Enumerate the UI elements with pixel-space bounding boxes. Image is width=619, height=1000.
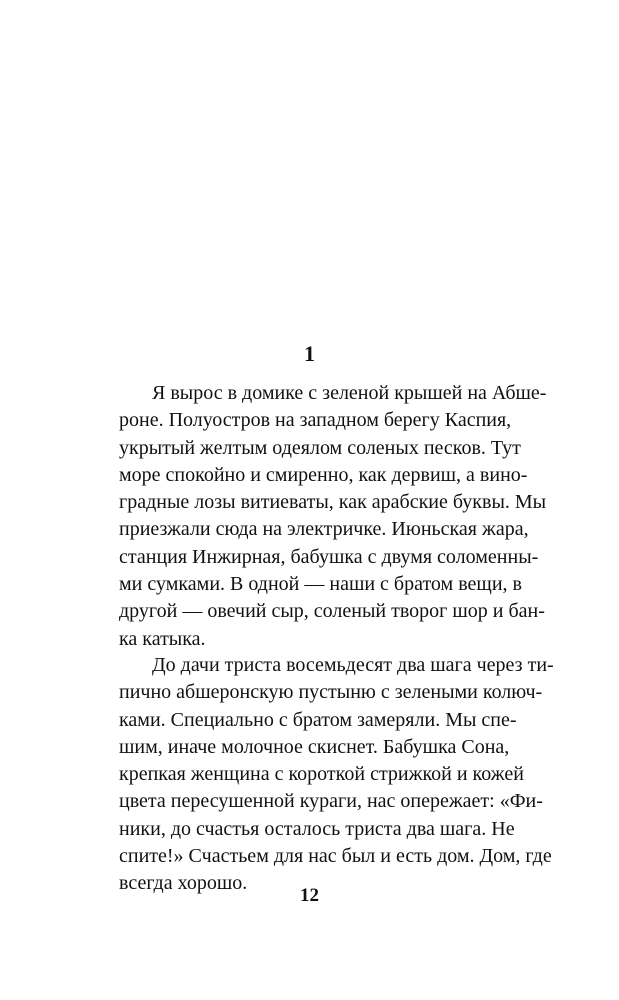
chapter-number: 1 (304, 341, 315, 366)
text-line: укрытый желтым одеялом соленых песков. Тут (119, 436, 521, 459)
text-line: ми сумками. В одной — наши с братом вещи, в (119, 573, 522, 596)
text-line: ники, до счастья осталось триста два шага. Не (119, 817, 515, 840)
text-line: цвета пересушенной кураги, нас опережает: «Фи- (119, 790, 543, 813)
text-line: шим, иначе молочное скиснет. Бабушка Сона, (119, 735, 510, 758)
text-line: всегда хорошо. (119, 872, 248, 895)
text-line: море спокойно и смиренно, как дервиш, а вино- (119, 463, 528, 486)
text-line: приезжали сюда на электричке. Июньская жара, (119, 518, 529, 541)
text-line: До дачи триста восемьдесят два шага через ти- (152, 654, 554, 676)
text-line: градные лозы витиеваты, как арабские буквы. Мы (119, 491, 547, 514)
text-line: спите!» Счастьем для нас был и есть дом. Дом, где (119, 845, 552, 868)
text-line: пично абшеронскую пустыню с зелеными колюч- (119, 681, 543, 704)
text-line: другой — овечий сыр, соленый творог шор и бан- (119, 600, 545, 623)
paragraph-1 (119, 380, 547, 653)
text-line: Я вырос в домике с зеленой крышей на Абше- (152, 382, 547, 404)
paragraph-2 (119, 652, 554, 898)
text-line: роне. Полуостров на западном берегу Каспия, (119, 409, 512, 432)
text-line: ками. Специально с братом замеряли. Мы спе- (119, 708, 517, 731)
text-line: крепкая женщина с короткой стрижкой и кожей (119, 763, 524, 786)
page-number: 12 (300, 885, 319, 906)
text-line: ка катыка. (119, 627, 206, 650)
text-line: станция Инжирная, бабушка с двумя соломенны- (119, 545, 539, 568)
